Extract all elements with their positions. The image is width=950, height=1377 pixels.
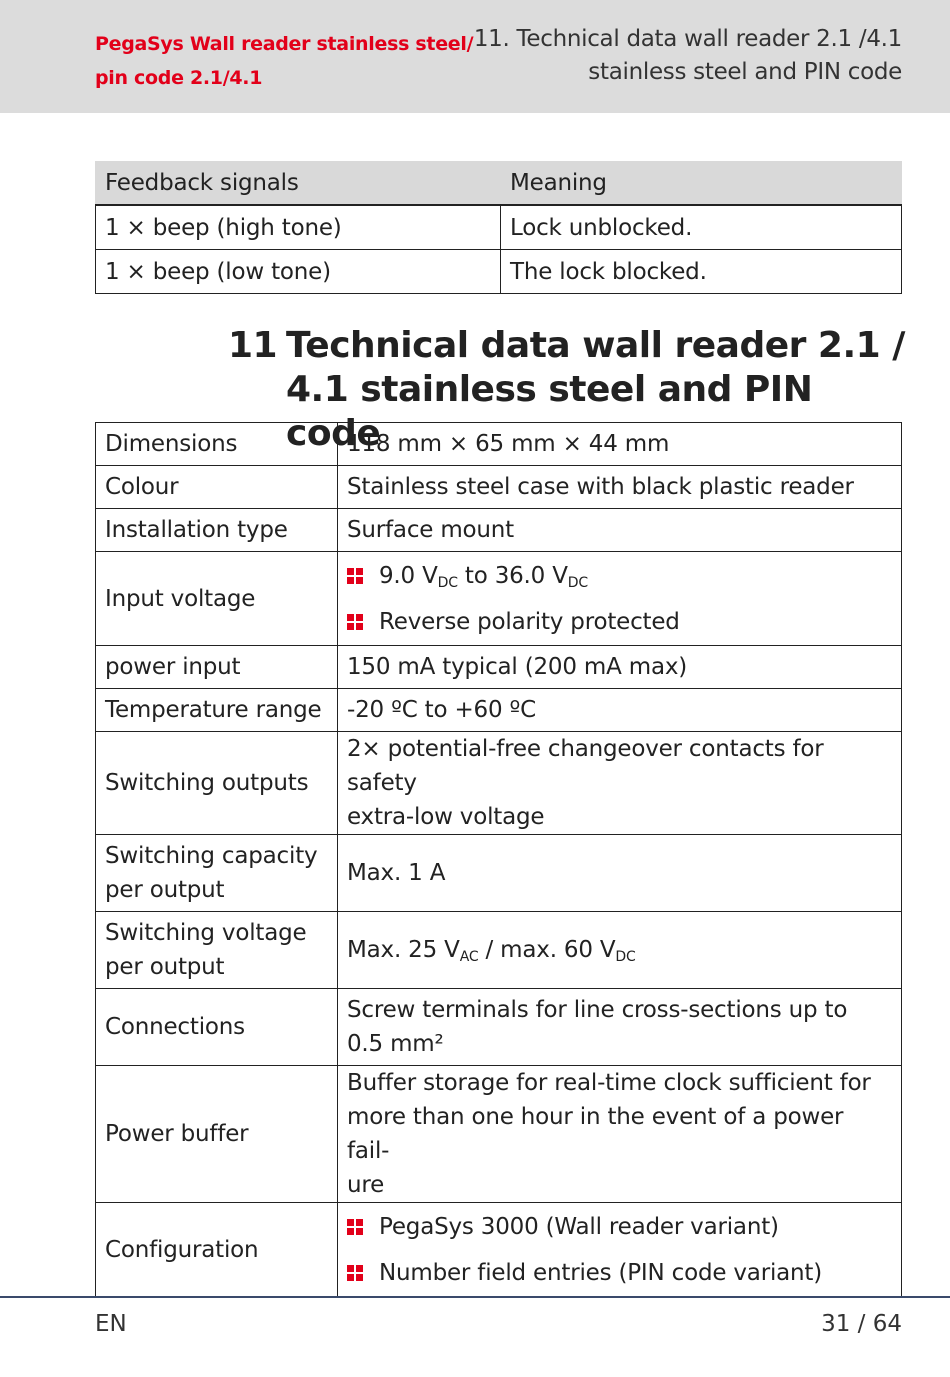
table-row bbox=[96, 509, 902, 552]
spec-value: Max. 1 A bbox=[338, 835, 902, 912]
red-square-grid-icon bbox=[347, 568, 363, 584]
red-square-grid-icon bbox=[347, 614, 363, 630]
spec-label: Colour bbox=[96, 466, 338, 509]
table-cell: 1 × beep (low tone) bbox=[96, 250, 501, 294]
bullet-text: Reverse polarity protected bbox=[379, 608, 680, 635]
table-row bbox=[96, 1203, 902, 1297]
table-row bbox=[96, 989, 902, 1066]
section-title-line2: 4.1 stainless steel and PIN code bbox=[286, 369, 813, 454]
spec-label: Installation type bbox=[96, 509, 338, 552]
document-title-line1: PegaSys Wall reader stainless steel/ bbox=[95, 33, 474, 55]
spec-value: 118 mm × 65 mm × 44 mm bbox=[338, 423, 902, 466]
table-header-row bbox=[96, 162, 902, 206]
bullet-item bbox=[347, 1204, 892, 1250]
table-row bbox=[96, 732, 902, 835]
table-row bbox=[96, 1066, 902, 1203]
spec-label: power input bbox=[96, 646, 338, 689]
bullet-item bbox=[347, 1250, 892, 1296]
column-header-meaning: Meaning bbox=[501, 162, 902, 206]
bullet-item bbox=[347, 553, 892, 599]
spec-value: Screw terminals for line cross-sections up to 0.5 mm² bbox=[338, 989, 902, 1066]
spec-label: Dimensions bbox=[96, 423, 338, 466]
spec-value bbox=[338, 1203, 902, 1297]
table-cell: 1 × beep (high tone) bbox=[96, 205, 501, 250]
table-row bbox=[96, 552, 902, 646]
spec-label: Configuration bbox=[96, 1203, 338, 1297]
section-title-line1: Technical data wall reader 2.1 / bbox=[286, 325, 905, 366]
table-row bbox=[96, 250, 902, 294]
spec-value: -20 ºC to +60 ºC bbox=[338, 689, 902, 732]
red-square-grid-icon bbox=[347, 1219, 363, 1235]
spec-value bbox=[338, 552, 902, 646]
document-title-line2: pin code 2.1/4.1 bbox=[95, 67, 263, 89]
chapter-title-line1: 11. Technical data wall reader 2.1 /4.1 bbox=[473, 26, 902, 52]
spec-label: Connections bbox=[96, 989, 338, 1066]
footer-language: EN bbox=[95, 1311, 127, 1337]
spec-label: Temperature range bbox=[96, 689, 338, 732]
spec-label: Power buffer bbox=[96, 1066, 338, 1203]
bullet-text: PegaSys 3000 (Wall reader variant) bbox=[379, 1213, 779, 1240]
table-row bbox=[96, 466, 902, 509]
spec-value: 150 mA typical (200 mA max) bbox=[338, 646, 902, 689]
bullet-text: Number field entries (PIN code variant) bbox=[379, 1259, 823, 1286]
footer-divider bbox=[0, 1296, 950, 1298]
spec-value: Max. 25 $V_{AC}$ / max. 60 $V_{DC}$ bbox=[338, 912, 902, 989]
page-header bbox=[0, 0, 950, 113]
table-cell: The lock blocked. bbox=[501, 250, 902, 294]
spec-label: Switching voltage per output bbox=[96, 912, 338, 989]
column-header-feedback: Feedback signals bbox=[96, 162, 501, 206]
table-row bbox=[96, 205, 902, 250]
table-row bbox=[96, 689, 902, 732]
spec-label: Switching capacity per output bbox=[96, 835, 338, 912]
document-title bbox=[95, 27, 475, 95]
table-row bbox=[96, 646, 902, 689]
page-number: 31 / 64 bbox=[821, 1311, 902, 1337]
spec-label: Input voltage bbox=[96, 552, 338, 646]
section-number: 11 bbox=[228, 325, 278, 366]
spec-value: 2× potential-free changeover contacts for safety extra-low voltage bbox=[338, 732, 902, 835]
feedback-signals-table bbox=[95, 161, 902, 294]
table-row bbox=[96, 835, 902, 912]
spec-value: Surface mount bbox=[338, 509, 902, 552]
spec-label: Switching outputs bbox=[96, 732, 338, 835]
table-cell: Lock unblocked. bbox=[501, 205, 902, 250]
spec-value: Buffer storage for real-time clock sufficient for more than one hour in the event of a power fail- ure bbox=[338, 1066, 902, 1203]
voltage-range-text: 9.0 $V_{DC}$ to 36.0 $V_{DC}$ bbox=[379, 562, 588, 591]
chapter-title bbox=[462, 23, 902, 89]
spec-value: Stainless steel case with black plastic reader bbox=[338, 466, 902, 509]
chapter-title-line2: stainless steel and PIN code bbox=[588, 59, 902, 85]
red-square-grid-icon bbox=[347, 1265, 363, 1281]
technical-data-table bbox=[95, 422, 902, 1297]
table-row bbox=[96, 423, 902, 466]
table-row bbox=[96, 912, 902, 989]
bullet-item bbox=[347, 599, 892, 645]
